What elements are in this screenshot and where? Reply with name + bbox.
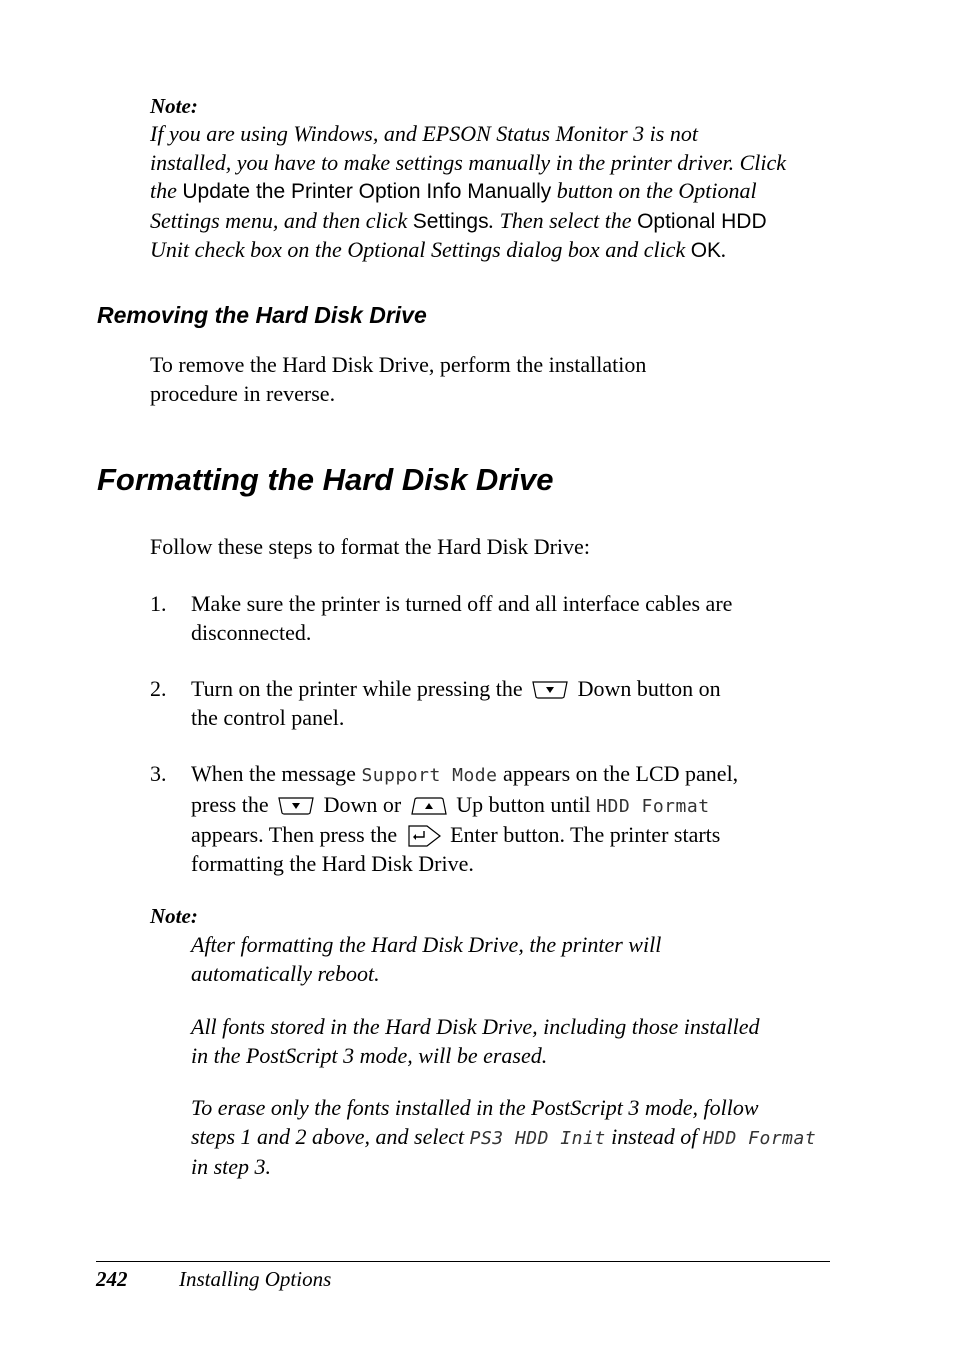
section-heading-removing: Removing the Hard Disk Drive <box>97 302 427 328</box>
lcd-message: HDD Format <box>596 795 710 817</box>
note-line: Unit check box on the Optional Settings dialog box and click OK. <box>150 237 727 262</box>
page-number: 242 <box>96 1267 128 1291</box>
note-text <box>150 120 840 266</box>
ui-term: Settings <box>412 209 489 233</box>
ui-term: OK <box>690 239 722 262</box>
note-line: installed, you have to make settings manually in the printer driver. Click <box>150 149 787 175</box>
up-button-icon <box>411 797 447 815</box>
ui-term: Update the Printer Option Info Manually <box>182 180 552 203</box>
enter-button-icon <box>407 827 441 845</box>
down-button-icon <box>278 797 314 815</box>
step-number: 2. <box>150 676 167 701</box>
step-text: Make sure the printer is turned off and all interface cables are disconnected. <box>191 591 733 645</box>
footer-section-title: Installing Options <box>179 1267 332 1291</box>
note-line: Settings menu, and then click Settings. Then select the Optional HDD <box>150 207 767 233</box>
removing-paragraph: To remove the Hard Disk Drive, perform the installation procedure in reverse. <box>150 352 647 406</box>
step-text: When the message Support Mode appears on the LCD panel, press the Down or Up button until HDD Format appears. Then press the Enter button. The printer starts formatting the Hard Disk Drive. <box>191 761 739 876</box>
note-line: If you are using Windows, and EPSON Status Monitor 3 is not <box>150 121 698 146</box>
ui-term: Optional HDD <box>637 209 767 233</box>
formatting-intro: Follow these steps to format the Hard Disk Drive: <box>150 534 590 559</box>
note-label: Note: <box>150 94 198 118</box>
step-text: Turn on the printer while pressing the Down button on the control panel. <box>191 676 721 730</box>
note-text: To erase only the fonts installed in the PostScript 3 mode, follow steps 1 and 2 above, and select PS3 HDD Init instead of HDD Format in step 3. <box>191 1095 817 1179</box>
footer-divider <box>96 1261 830 1262</box>
lcd-message: HDD Format <box>702 1127 817 1149</box>
down-button-icon <box>532 681 568 699</box>
page-title: Formatting the Hard Disk Drive <box>97 462 554 497</box>
step-number: 1. <box>150 591 167 616</box>
note-text: After formatting the Hard Disk Drive, the printer will automatically reboot. <box>191 932 662 986</box>
note-label: Note: <box>150 904 198 928</box>
step-number: 3. <box>150 761 167 786</box>
lcd-message: Support Mode <box>361 765 498 786</box>
note-text: All fonts stored in the Hard Disk Drive, including those installed in the PostScript 3 mode, will be erased. <box>191 1014 760 1068</box>
note-line: the Update the Printer Option Info Manually button on the Optional <box>150 178 757 203</box>
lcd-message: PS3 HDD Init <box>469 1127 606 1149</box>
